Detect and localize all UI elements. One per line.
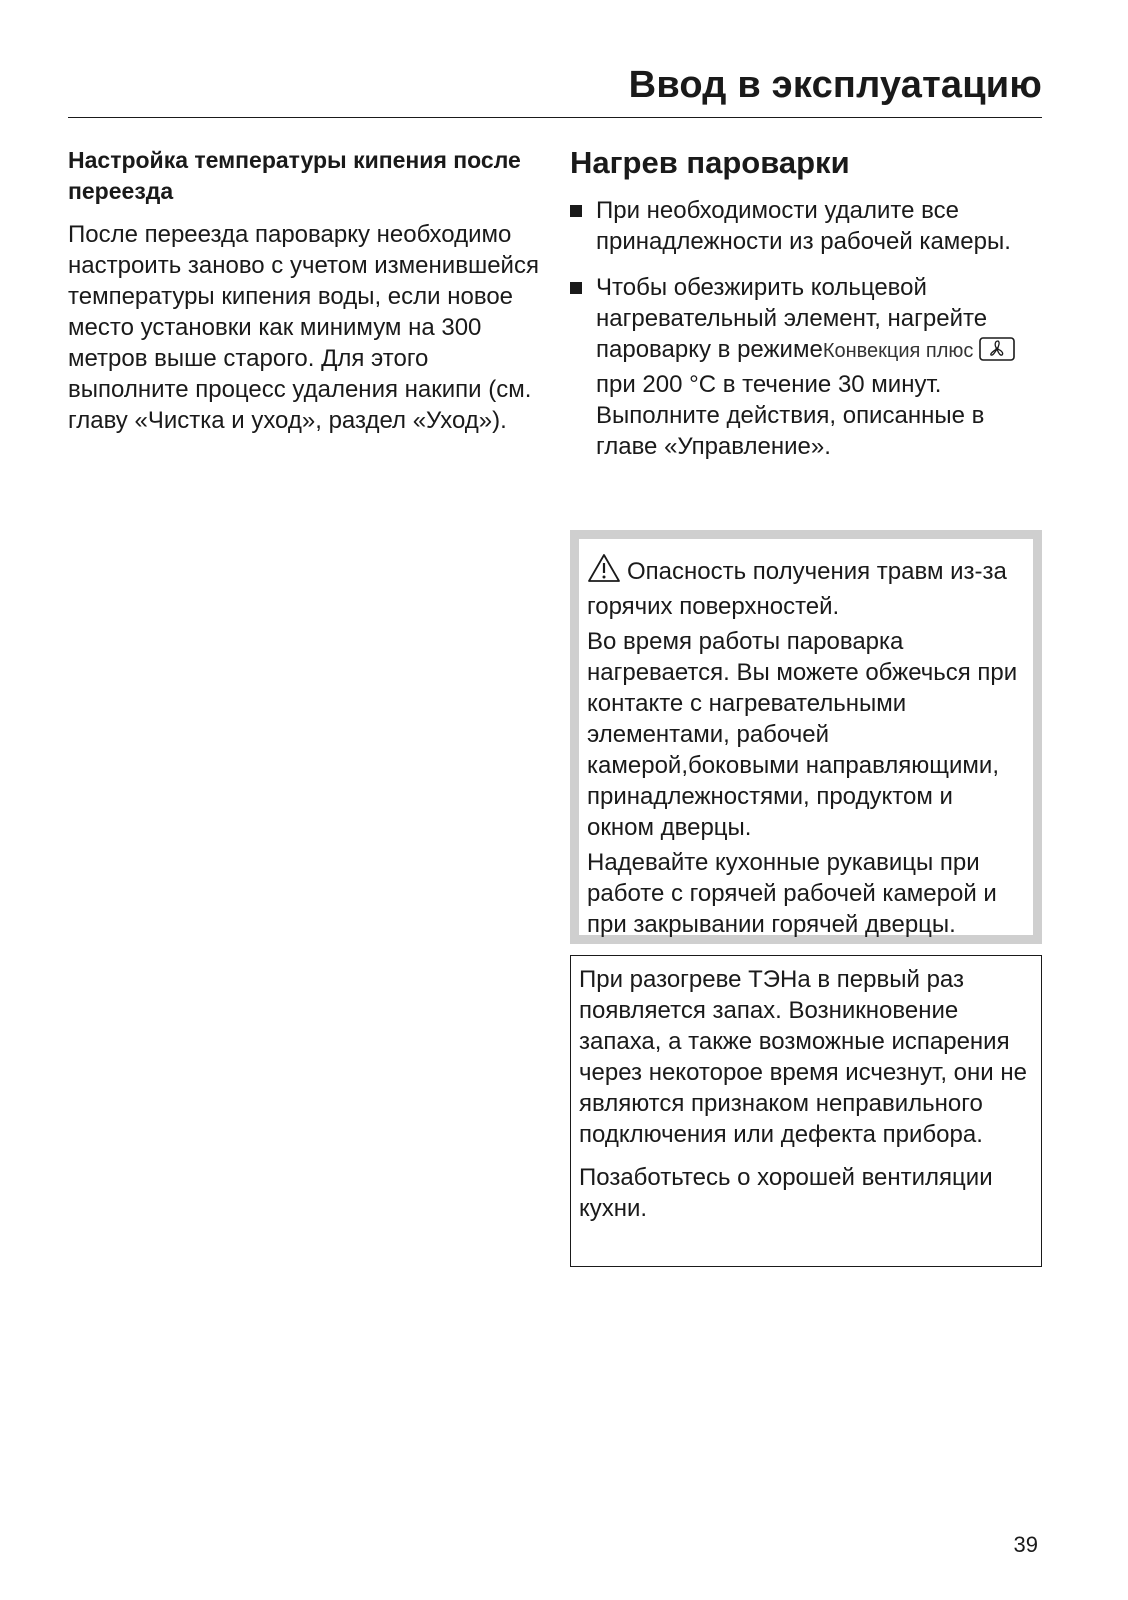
fan-ring-heater-icon	[979, 337, 1015, 369]
bullet-square-icon	[570, 282, 582, 294]
list-item	[570, 195, 1042, 257]
warning-triangle-icon	[587, 553, 621, 591]
warning-box	[570, 530, 1042, 944]
left-column	[68, 145, 546, 436]
right-column	[570, 145, 1042, 477]
warning-title-line	[587, 553, 1023, 622]
warning-text-gloves: Надевайте кухонные рукавицы при работе с горячей рабочей камерой и при закрывании горячей дверцы.	[587, 849, 997, 938]
section-heading-heating: Нагрев пароварки	[570, 145, 850, 180]
boiling-temperature-paragraph: После переезда пароварку необходимо настроить заново с учетом изменившейся температуры кипения воды, если новое место установки как минимум на 300 метров выше старого. Для этого выполните процесс удаления накипи (см. главу «Чистка и уход», раздел «Уход»).	[68, 221, 539, 434]
header-divider	[68, 117, 1042, 118]
heating-steps-list	[570, 195, 1042, 462]
warning-text-burn-risk: Во время работы пароварка нагревается. Вы можете обжечься при контакте с нагревательными элементами, рабочей камерой,боковыми направляющими, принадлежностями, продуктом и окном дверцы.	[587, 628, 1018, 841]
info-box	[570, 955, 1042, 1267]
page-title: Ввод в эксплуатацию	[628, 64, 1042, 106]
list-item	[570, 272, 1042, 462]
section-heading-boiling-temperature: Настройка температуры кипения после переезда	[68, 147, 521, 204]
warning-content	[579, 539, 1033, 938]
info-text-ventilation: Позаботьтесь о хорошей вентиляции кухни.	[579, 1164, 993, 1222]
bullet-square-icon	[570, 205, 582, 217]
step-degrease-text-start: Чтобы обезжирить кольцевой нагревательный элемент, нагрейте пароварку в режиме	[596, 274, 988, 363]
page-number: 39	[1013, 1532, 1038, 1557]
step-remove-accessories: При необходимости удалите все принадлежности из рабочей камеры.	[596, 197, 1011, 255]
step-degrease-text-end: при 200 °C в течение 30 минут. Выполните действия, описанные в главе «Управление».	[596, 371, 985, 460]
mode-name-convection-plus: Конвекция плюс	[822, 340, 974, 362]
info-text-smell: При разогреве ТЭНа в первый раз появляется запах. Возникновение запаха, а также возможные испарения через некоторое время исчезнут, они не являются признаком неправильного подключения или дефекта прибора.	[579, 966, 1027, 1148]
warning-title: Опасность получения травм из-за горячих поверхностей.	[587, 558, 1007, 620]
